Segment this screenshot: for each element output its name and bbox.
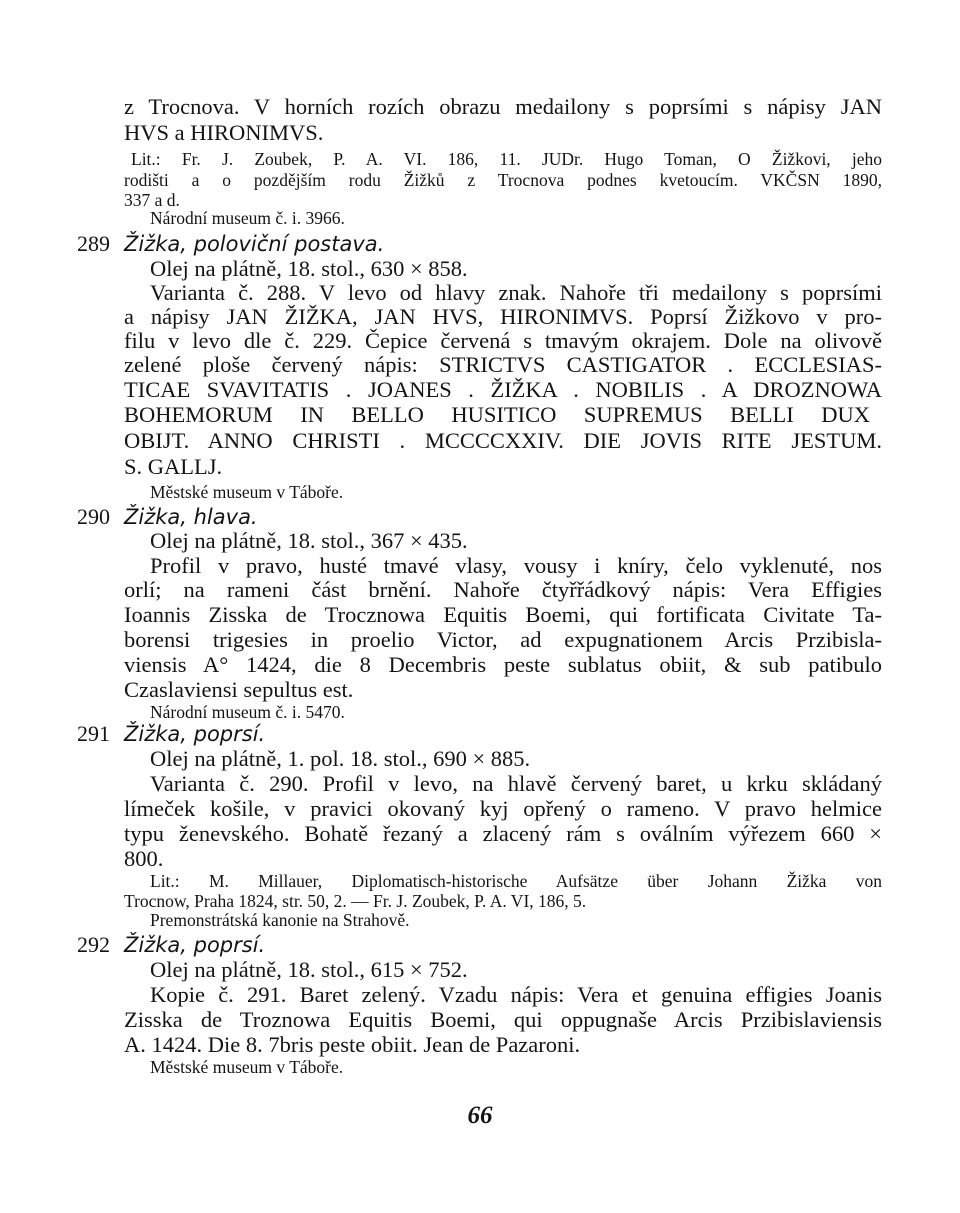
technique-line: Olej na plátně, 18. stol., 615 × 752. bbox=[150, 957, 468, 982]
collection-location: Premonstrátská kanonie na Strahově. bbox=[150, 910, 410, 930]
text-line: borensi trigesies in proelio Victor, ad expugnationem Arcis Przibisla- bbox=[124, 627, 882, 652]
text-line: S. GALLJ. bbox=[124, 454, 223, 479]
text-line: BOHEMORUM IN BELLO HUSITICO SUPREMUS BELLI DUX bbox=[124, 402, 870, 427]
text-line: Kopie č. 291. Baret zelený. Vzadu nápis: Vera et genuina effigies Joanis bbox=[150, 982, 882, 1007]
entry-title: Žižka, hlava. bbox=[124, 505, 258, 529]
entry-number: 291 bbox=[77, 721, 110, 746]
text-line: Profil v pravo, husté tmavé vlasy, vousy i kníry, čelo vyklenuté, nos bbox=[150, 553, 882, 578]
literature-line: Trocnow, Praha 1824, str. 50, 2. — Fr. J. Zoubek, P. A. VI, 186, 5. bbox=[124, 891, 587, 911]
collection-location: Městské museum v Táboře. bbox=[150, 482, 344, 502]
technique-line: Olej na plátně, 1. pol. 18. stol., 690 × 885. bbox=[150, 746, 531, 771]
entry-title: Žižka, poprsí. bbox=[124, 933, 266, 957]
text-line: filu v levo dle č. 229. Čepice červená s tmavým okrajem. Dole na olivově bbox=[124, 328, 882, 353]
text-line: Varianta č. 288. V levo od hlavy znak. Nahoře tři medailony s poprsími bbox=[150, 280, 882, 305]
entry-number: 292 bbox=[77, 932, 110, 957]
literature-line: rodišti a o pozdějším rodu Žižků z Trocnova podnes kvetoucím. VKČSN 1890, bbox=[124, 170, 882, 190]
text-line: orlí; na rameni část brnění. Nahoře čtyřřádkový nápis: Vera Effigies bbox=[124, 577, 882, 602]
text-line: a nápisy JAN ŽIŽKA, JAN HVS, HIRONIMVS. Poprsí Žižkovo v pro- bbox=[124, 304, 882, 329]
collection-location: Městské museum v Táboře. bbox=[150, 1057, 344, 1077]
page-number: 66 bbox=[467, 1102, 493, 1129]
text-line: Ioannis Zisska de Trocznowa Equitis Boemi, qui fortificata Civitate Ta- bbox=[124, 602, 882, 627]
text-line: OBIJT. ANNO CHRISTI . MCCCCXXIV. DIE JOVIS RITE JESTUM. bbox=[124, 428, 882, 453]
text-line: Zisska de Troznowa Equitis Boemi, qui oppugnaše Arcis Przibislaviensis bbox=[124, 1007, 882, 1032]
text-line: z Trocnova. V horních rozích obrazu medailony s poprsími s nápisy JAN bbox=[124, 94, 882, 119]
entry-title: Žižka, poloviční postava. bbox=[124, 232, 385, 256]
technique-line: Olej na plátně, 18. stol., 367 × 435. bbox=[150, 528, 468, 553]
text-line: TICAE SVAVITATIS . JOANES . ŽIŽKA . NOBILIS . A DROZNOWA bbox=[124, 377, 882, 402]
text-line: typu ženevského. Bohatě řezaný a zlacený rám s oválním výřezem 660 × bbox=[124, 821, 882, 846]
literature-line: Lit.: Fr. J. Zoubek, P. A. VI. 186, 11. JUDr. Hugo Toman, O Žižkovi, jeho bbox=[131, 149, 882, 169]
text-line: A. 1424. Die 8. 7bris peste obiit. Jean de Pazaroni. bbox=[124, 1032, 581, 1057]
entry-number: 290 bbox=[77, 504, 110, 529]
text-line: límeček košile, v pravici okovaný kyj opřený o rameno. V pravo helmice bbox=[124, 796, 882, 821]
literature-line: Lit.: M. Millauer, Diplomatisch-historische Aufsätze über Johann Žižka von bbox=[150, 871, 882, 891]
entry-number: 289 bbox=[77, 231, 110, 256]
text-line: Varianta č. 290. Profil v levo, na hlavě červený baret, u krku skládaný bbox=[150, 771, 882, 796]
text-line: zelené ploše červený nápis: STRICTVS CASTIGATOR . ECCLESIAS- bbox=[124, 352, 882, 377]
text-line: Czaslaviensi sepultus est. bbox=[124, 677, 354, 702]
technique-line: Olej na plátně, 18. stol., 630 × 858. bbox=[150, 256, 468, 281]
text-line: viensis A° 1424, die 8 Decembris peste sublatus obiit, & sub patibulo bbox=[124, 652, 882, 677]
collection-location: Národní museum č. i. 5470. bbox=[150, 702, 345, 722]
literature-line: 337 a d. bbox=[124, 190, 180, 210]
text-line: HVS a HIRONIMVS. bbox=[124, 120, 324, 145]
collection-location: Národní museum č. i. 3966. bbox=[150, 208, 345, 228]
text-line: 800. bbox=[124, 846, 164, 871]
entry-title: Žižka, poprsí. bbox=[124, 722, 266, 746]
